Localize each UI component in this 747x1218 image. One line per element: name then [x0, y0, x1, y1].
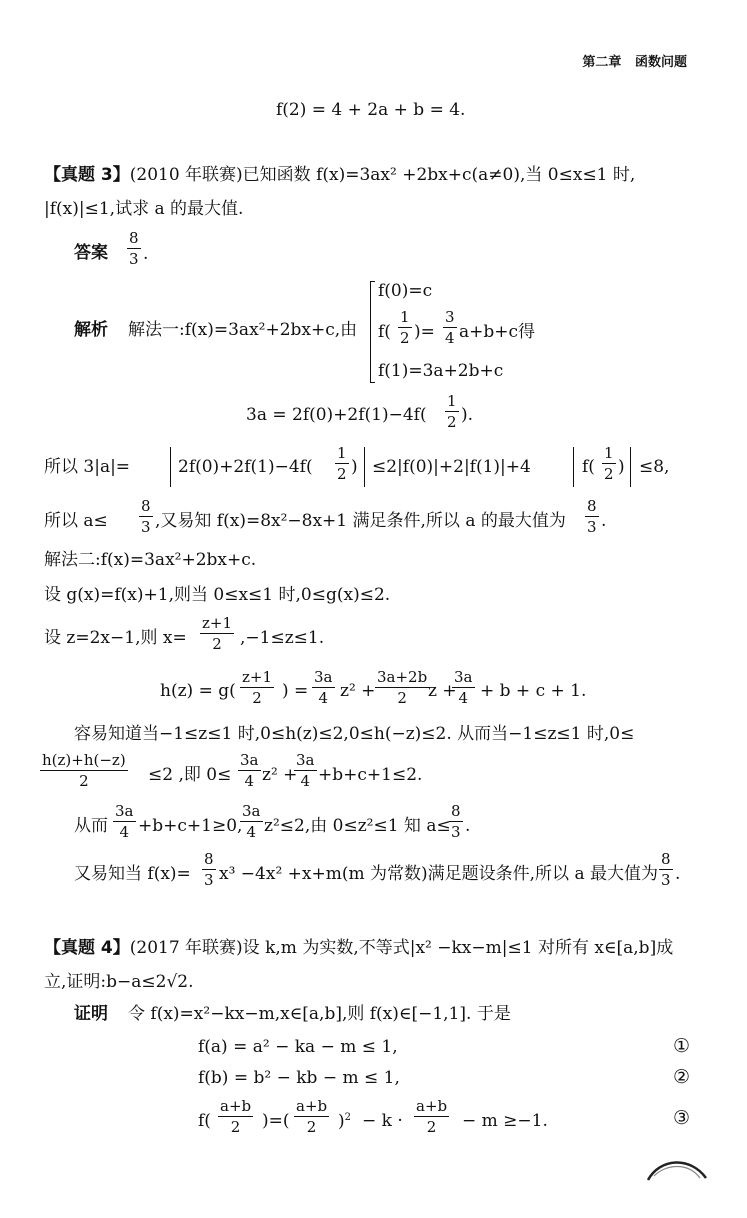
proof-eq-1: f(a) = a² − ka − m ≤ 1,: [198, 1037, 398, 1057]
proof-eq-3-tail: − m ≥−1.: [462, 1111, 548, 1131]
equation-3a-den: 2: [447, 413, 457, 431]
proof-eq-3-k: − k ·: [362, 1111, 403, 1131]
analysis-label: 解析: [74, 320, 108, 340]
hz-tail: + b + c + 1.: [480, 681, 587, 701]
so-a-num: 8: [141, 497, 151, 515]
thus-end: .: [465, 816, 471, 836]
proof-eq-3-fraction-2: [294, 1099, 329, 1135]
method-2-line-1: 解法二:f(x)=3ax²+2bx+c.: [44, 550, 257, 570]
method-2-x-den: 2: [212, 635, 222, 653]
proof-eq-1-mark: ①: [673, 1035, 691, 1057]
page-curl-icon: [640, 1150, 710, 1200]
easy-line-1: 容易知道当−1≤z≤1 时,0≤h(z)≤2,0≤h(−z)≤2. 从而当−1≤z≤1 时,0≤: [74, 724, 635, 744]
hz-eq: ) =: [282, 681, 309, 701]
proof-eq-3-den-3: 2: [426, 1118, 437, 1136]
abs-line-rest: ≤2|f(0)|+2|f(1)|+4: [372, 457, 531, 477]
thus-den-2: 4: [246, 823, 257, 841]
equation-3a-fraction: [445, 394, 459, 430]
problem-3-line-2: |f(x)|≤1,试求 a 的最大值.: [44, 199, 244, 219]
easy-line-2-mid: ≤2 ,即 0≤: [148, 765, 232, 785]
system-line-3: f(1)=3a+2b+c: [378, 361, 504, 381]
hz-lead: h(z) = g(: [160, 681, 236, 701]
so-a-max-num: 8: [587, 497, 597, 515]
problem-3-statement: (2010 年联赛)已知函数 f(x)=3ax² +2bx+c(a≠0),当 0≤x≤1 时,: [129, 165, 636, 185]
problem-4-line-1: [44, 940, 673, 957]
proof-eq-3-den-1: 2: [230, 1118, 241, 1136]
proof-eq-3-exponent: 2: [344, 1112, 352, 1123]
proof-eq-3-den-2: 2: [306, 1118, 317, 1136]
abs-line-inner: 2f(0)+2f(1)−4f(: [178, 457, 313, 477]
method-1-lead: 解法一:f(x)=3ax²+2bx+c,由: [128, 320, 358, 340]
proof-eq-3-close: [338, 1113, 351, 1131]
abs-bar-left: [170, 447, 171, 487]
thus-fraction-1: [113, 804, 136, 840]
proof-eq-3-fraction-3: [414, 1099, 449, 1135]
thus-num-2: 3a: [242, 802, 261, 820]
also-fraction-1: [202, 852, 216, 888]
thus-num-3: 8: [451, 802, 461, 820]
method-2-line-2: 设 g(x)=f(x)+1,则当 0≤x≤1 时,0≤g(x)≤2.: [44, 585, 391, 605]
hz-z: z +: [428, 681, 457, 701]
equation-3a-close: ).: [461, 405, 474, 425]
also-end: .: [675, 864, 681, 884]
hz-num-4: 3a: [454, 668, 473, 686]
thus-num-1: 3a: [115, 802, 134, 820]
answer-tail: .: [143, 244, 149, 264]
so-a-fraction: [139, 499, 153, 535]
proof-eq-3-num-1: a+b: [220, 1097, 252, 1115]
so-a-lead: 所以 a≤: [44, 511, 108, 531]
thus-fraction-3: [449, 804, 463, 840]
equation-3a: 3a = 2f(0)+2f(1)−4f(: [246, 405, 427, 425]
system-tq-den: 4: [445, 329, 455, 347]
system-brace: [370, 281, 375, 383]
abs-inner-close: ): [351, 457, 358, 477]
easy-den-3: 4: [300, 772, 311, 790]
proof-line-1: 令 f(x)=x²−kx−m,x∈[a,b],则 f(x)∈[−1,1]. 于是: [128, 1004, 511, 1024]
abs-inner-den: 2: [337, 465, 347, 483]
method-2-line-3-tail: ,−1≤z≤1.: [240, 628, 325, 648]
hz-den-2: 4: [318, 689, 329, 707]
hz-num-2: 3a: [314, 668, 333, 686]
abs-f-close: ): [618, 457, 625, 477]
proof-label: 证明: [74, 1004, 108, 1024]
chapter-title: 函数问题: [634, 55, 687, 70]
also-num-2: 8: [661, 850, 671, 868]
also-den-1: 3: [204, 871, 214, 889]
easy-den: 2: [79, 772, 89, 790]
proof-eq-2-mark: ②: [673, 1066, 691, 1088]
easy-line-2-tail: +b+c+1≤2.: [318, 765, 423, 785]
problem-4-statement: (2017 年联赛)设 k,m 为实数,不等式|x² −kx−m|≤1 对所有 x∈[a,b]成: [129, 938, 674, 958]
so-a-max-den: 3: [587, 518, 597, 536]
thus-den-1: 4: [119, 823, 130, 841]
problem-3-tag: 【真题 3】: [44, 165, 130, 185]
abs-bar-right-2: [630, 447, 631, 487]
system-half-num: 1: [400, 308, 410, 326]
thus-fraction-2: [240, 804, 263, 840]
chapter-number: 第二章: [582, 55, 622, 70]
easy-num-3: 3a: [296, 751, 315, 769]
easy-line-2-z2: z² +: [262, 765, 298, 785]
abs-inner-num: 1: [337, 444, 347, 462]
proof-eq-3-close-paren: ): [338, 1111, 345, 1132]
answer-numerator: 8: [129, 229, 139, 247]
hz-den-4: 4: [458, 689, 469, 707]
system-half-den: 2: [400, 329, 410, 347]
system-tq-num: 3: [445, 308, 455, 326]
also-num-1: 8: [204, 850, 214, 868]
hz-z2: z² +: [340, 681, 376, 701]
hz-den-3: 2: [397, 689, 407, 707]
thus-lead: 从而: [74, 816, 108, 836]
hz-fraction-2: [312, 670, 335, 706]
abs-f-den: 2: [604, 465, 614, 483]
so-a-tail: ,又易知 f(x)=8x²−8x+1 满足条件,所以 a 的最大值为: [155, 511, 566, 531]
easy-fraction: [40, 753, 128, 789]
answer-label: 答案: [74, 243, 108, 263]
equation-3a-num: 1: [447, 392, 457, 410]
so-a-max-fraction: [585, 499, 599, 535]
chapter-header: [582, 56, 687, 69]
hz-fraction-4: [452, 670, 475, 706]
method-2-x-fraction: [200, 616, 234, 652]
hz-num-3: 3a+2b: [377, 668, 428, 686]
also-lead: 又易知当 f(x)=: [74, 864, 191, 884]
abs-f-num: 1: [604, 444, 614, 462]
problem-4-line-2: 立,证明:b−a≤2√2.: [44, 972, 194, 992]
thus-den-3: 3: [451, 823, 461, 841]
proof-eq-3-mark: ③: [673, 1107, 691, 1129]
answer-fraction: [127, 231, 141, 267]
system-line-2-tail: a+b+c得: [459, 322, 536, 342]
system-three-quarter-fraction: [443, 310, 457, 346]
thus-mid: +b+c+1≥0,: [138, 816, 243, 836]
easy-fraction-3: [294, 753, 317, 789]
proof-eq-3-lead: f(: [198, 1111, 211, 1131]
hz-fraction-1: [240, 670, 274, 706]
also-fraction-2: [659, 852, 673, 888]
hz-den-1: 2: [252, 689, 262, 707]
system-line-2-lead: f(: [378, 322, 391, 342]
abs-line-end: ≤8,: [639, 457, 670, 477]
system-half-fraction: [398, 310, 412, 346]
abs-f-lead: f(: [582, 457, 595, 477]
top-equation: f(2) = 4 + 2a + b = 4.: [276, 100, 466, 120]
also-den-2: 3: [661, 871, 671, 889]
proof-eq-2: f(b) = b² − kb − m ≤ 1,: [198, 1068, 400, 1088]
easy-num-2: 3a: [240, 751, 259, 769]
easy-den-2: 4: [244, 772, 255, 790]
abs-bar-right: [364, 447, 365, 487]
hz-num-1: z+1: [242, 668, 273, 686]
proof-eq-3-num-2: a+b: [296, 1097, 328, 1115]
abs-inner-fraction: [335, 446, 349, 482]
hz-fraction-3: [375, 670, 429, 706]
abs-line-lead: 所以 3|a|=: [44, 457, 131, 477]
so-a-end: .: [601, 511, 607, 531]
proof-eq-3-mid: )=(: [262, 1111, 290, 1131]
also-mid: x³ −4x² +x+m(m 为常数)满足题设条件,所以 a 最大值为: [219, 864, 659, 884]
easy-fraction-2: [238, 753, 261, 789]
system-line-2-mid: )=: [414, 322, 435, 342]
thus-mid-2: z²≤2,由 0≤z²≤1 知 a≤: [264, 816, 451, 836]
so-a-den: 3: [141, 518, 151, 536]
problem-4-tag: 【真题 4】: [44, 938, 130, 958]
easy-num: h(z)+h(−z): [42, 751, 126, 769]
system-line-1: f(0)=c: [378, 281, 433, 301]
abs-f-fraction: [602, 446, 616, 482]
system-line-2: [378, 324, 391, 341]
abs-bar-left-2: [573, 447, 574, 487]
proof-eq-3-fraction-1: [218, 1099, 253, 1135]
answer-denominator: 3: [129, 250, 139, 268]
problem-3-line-1: [44, 167, 635, 184]
method-2-line-3: 设 z=2x−1,则 x=: [44, 628, 187, 648]
proof-eq-3-num-3: a+b: [416, 1097, 448, 1115]
method-2-x-num: z+1: [202, 614, 233, 632]
